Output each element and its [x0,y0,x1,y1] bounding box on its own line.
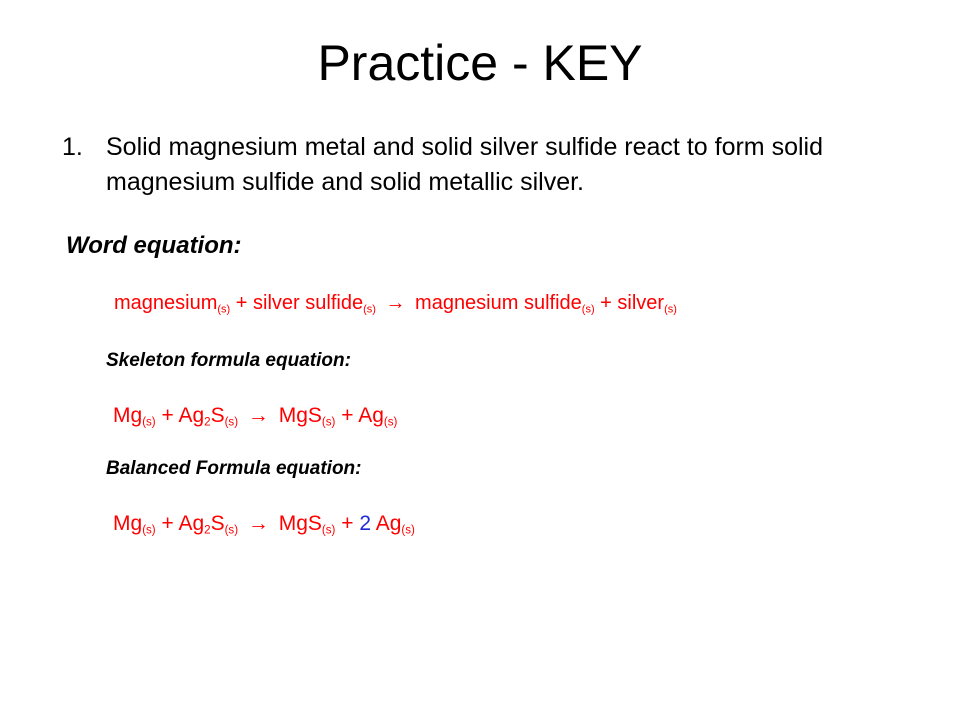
state-symbol: (s) [321,524,336,537]
state-symbol: (s) [217,303,231,316]
state-symbol: (s) [321,416,336,429]
state-symbol: (s) [142,416,156,429]
word-equation [114,292,677,315]
skeleton-equation-label: Skeleton formula equation: [106,350,351,371]
plus-sign: + [341,404,354,427]
balanced-equation-label: Balanced Formula equation: [106,458,362,479]
reaction-arrow-icon: → [247,404,269,427]
state-symbol: (s) [224,524,239,537]
reactant-2: $Ag_2S$ [178,512,225,537]
plus-sign: + [161,404,174,427]
reaction-arrow-icon: → [385,292,406,314]
state-symbol: (s) [363,303,376,316]
plus-sign: + [600,292,612,314]
coefficient: 2 [359,512,372,535]
reactant-2: $Ag_2S$ [178,404,225,429]
plus-sign: + [235,292,248,314]
product-2: Ag [375,512,402,535]
product-2: Ag [358,404,384,427]
slide-title: Practice - KEY [317,35,643,91]
reactant-2: silver sulfide [253,292,364,314]
state-symbol: (s) [383,416,398,429]
product-2: silver [617,292,665,314]
skeleton-equation [113,404,397,428]
state-symbol: (s) [664,303,677,316]
product-1: MgS [278,404,322,427]
reactant-1: magnesium [114,292,218,314]
state-symbol: (s) [581,303,595,316]
question-number: 1. [62,133,83,161]
word-equation-label: Word equation: [66,232,242,259]
plus-sign: + [161,512,174,535]
reaction-arrow-icon: → [247,512,269,535]
reactant-1: Mg [113,404,143,427]
state-symbol: (s) [401,524,415,537]
balanced-equation [113,512,415,536]
state-symbol: (s) [224,416,239,429]
question-text: Solid magnesium metal and solid silver sulfide react to form solid magnesium sulfide and solid metallic silver. [106,133,823,196]
plus-sign: + [341,512,354,535]
product-1: magnesium sulfide [415,292,582,314]
product-1: MgS [278,512,322,535]
reactant-1: Mg [113,512,143,535]
state-symbol: (s) [142,524,156,537]
